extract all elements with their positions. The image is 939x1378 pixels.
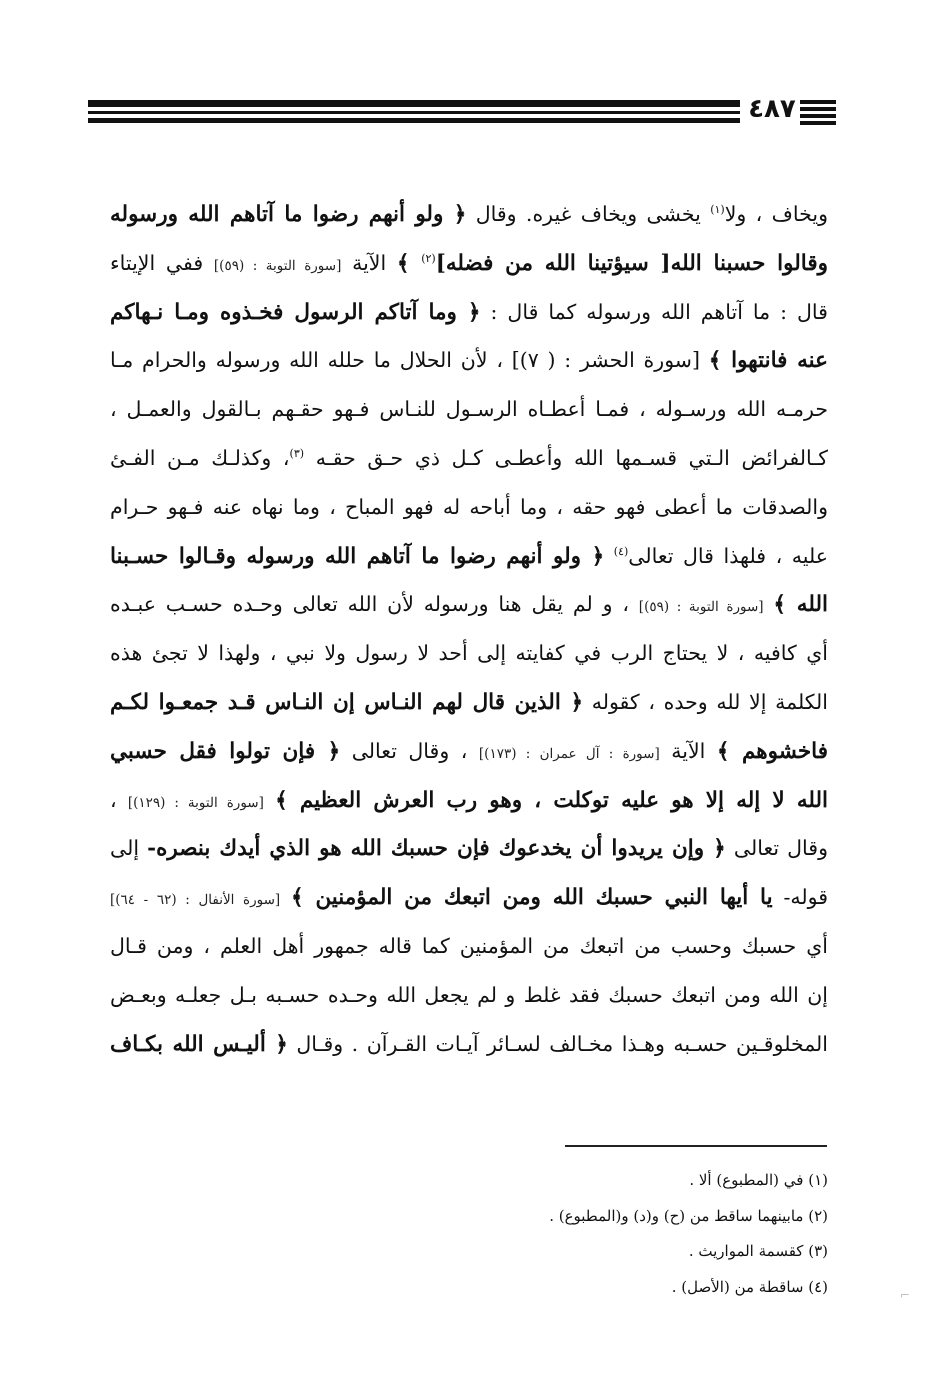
text-line <box>110 288 828 337</box>
body-text: وقال تعالى <box>725 836 828 861</box>
body-text: الكلمة إلا لله وحده ، كقوله <box>583 689 828 714</box>
footnote: (٣) كقسمة المواريث . <box>688 1242 828 1260</box>
header-rule-short <box>800 100 836 128</box>
body-text: إلى <box>110 836 148 861</box>
footnote-marker: (٣) <box>289 447 305 461</box>
quran-quote: ﴿ الذين قال لهم النـاس إن النـاس قـد جمعـوا لكـم <box>110 689 584 715</box>
body-text: ، و لم يقل هنا ورسوله لأن الله تعالى وحـده حسـب عبـده <box>110 592 639 617</box>
text-line <box>110 824 828 873</box>
body-text: يخشى ويخاف غيره. وقال <box>466 202 711 226</box>
quran-quote: ﴿ ولو أنهم رضوا ما آتاهم الله ورسوله <box>110 202 467 227</box>
body-text: عليه ، فلهذا قال تعالى <box>628 543 828 568</box>
text-line <box>110 336 828 385</box>
text-line <box>110 873 828 922</box>
text-line <box>110 971 828 1020</box>
quran-quote: عنه فانتهوا ﴾ <box>708 348 828 374</box>
footnote-separator <box>565 1145 827 1147</box>
footnote-marker: (٢) <box>421 251 436 265</box>
surah-reference: [سورة التوبة : (٥٩)] <box>213 257 342 274</box>
text-line <box>110 190 828 239</box>
surah-reference: [سورة التوبة : (٥٩)] <box>638 599 764 616</box>
page-header <box>88 96 836 126</box>
body-text: أي حسبك وحسب من اتبعك من المؤمنين كما قاله جمهور أهل العلم ، ومن قـال <box>110 933 828 958</box>
body-text <box>280 885 291 909</box>
surah-reference: [سورة الأنفال : (٦٢ - ٦٤)] <box>110 892 281 909</box>
header-rule-long <box>88 100 740 123</box>
body-text: إن الله ومن اتبعك حسبك فقد غلط و لم يجعل الله وحـده حسـبه بـل جعلـه وبعـض <box>110 982 828 1007</box>
body-text <box>764 592 774 616</box>
text-line <box>110 385 828 434</box>
page-number: ٤٨٧ <box>748 94 796 124</box>
surah-reference: [سورة التوبة : (١٢٩)] <box>127 794 264 811</box>
main-text <box>110 190 828 1068</box>
quran-quote: ﴿ ولو أنهم رضوا ما آتاهم الله ورسوله وقـالوا حسـبنا <box>110 543 605 569</box>
text-line <box>110 678 828 727</box>
body-text: الآية <box>341 250 397 275</box>
quran-quote: ﴾ <box>396 250 422 276</box>
body-text: ، وكذلـك مـن الفـئ <box>110 445 290 470</box>
quran-quote: الله ﴾ <box>773 592 828 618</box>
footnote-marker: (١) <box>710 203 725 217</box>
footnotes <box>300 1163 828 1305</box>
quran-quote: فاخشوهم ﴾ <box>716 738 828 764</box>
text-line <box>110 629 828 678</box>
footnote: (٢) مابينهما ساقط من (ح) و(د) و(المطبوع) . <box>549 1206 828 1225</box>
body-text: والصدقات ما أعطى فهو حقه ، وما أباحه له فهو المباح ، وما نهاه عنه فـهو حـرام <box>110 494 828 519</box>
quran-quote: ﴿ أليـس الله بكـاف <box>110 1031 288 1057</box>
footnote: (٤) ساقطة من (الأصل) . <box>671 1277 828 1296</box>
footnote: (١) في (المطبوع) ألا . <box>689 1171 828 1189</box>
body-text <box>604 544 614 568</box>
body-text: حرمـه الله ورسـوله ، فمـا أعطـاه الرسـول للنـاس فـهو حقـهم بـالقول والعمـل ، <box>110 397 828 422</box>
body-text: ففي الإيتاء <box>110 250 214 275</box>
body-text: ، وقال تعالى <box>340 738 479 763</box>
body-text: ، <box>110 787 128 812</box>
text-line <box>110 239 828 288</box>
body-text: قال : ما آتاهم الله ورسوله كما قال : <box>480 299 828 324</box>
text-line <box>110 434 828 483</box>
body-text: الآية <box>659 738 717 763</box>
body-text <box>264 788 275 812</box>
text-line <box>110 776 828 825</box>
text-line <box>110 1020 828 1069</box>
text-line <box>110 483 828 532</box>
body-text: [سورة الحشر : ( ٧)] ، لأن الحلال ما حلله الله ورسوله والحرام مـا <box>110 348 709 373</box>
body-text: المخلوقـين حسـبه وهـذا مخـالف لسـائر آيـات القـرآن . وقـال <box>287 1031 828 1056</box>
text-line <box>110 727 828 776</box>
footnote-marker: (٤) <box>613 544 629 558</box>
quran-quote: وقالوا حسبنا الله[ سيؤتينا الله من فضله] <box>435 250 828 276</box>
body-text: كـالفرائض الـتي قسـمها الله وأعطـى كـل ذي حـق حقـه <box>304 445 828 470</box>
quran-quote: ﴿ وما آتاكم الرسول فخـذوه ومـا نـهاكم <box>110 299 481 325</box>
surah-reference: [سورة : آل عمران : (١٧٣)] <box>478 745 660 762</box>
quran-quote: ﴿ وإن يريدوا أن يخدعوك فإن حسبك الله هو الذي أيدك بنصره- <box>147 836 726 862</box>
text-line <box>110 532 828 581</box>
scan-edge-mark: ⌐ <box>900 1288 911 1302</box>
body-text: أي كافيه ، لا يحتاج الرب في كفايته إلى أحد لا رسول ولا نبي ، ولهذا لا تجئ هذه <box>110 641 828 666</box>
quran-quote: الله لا إله إلا هو عليه توكلت ، وهو رب العرش العظيم ﴾ <box>275 787 828 813</box>
text-line <box>110 922 828 971</box>
quran-quote: يا أيها النبي حسبك الله ومن اتبعك من المؤمنين ﴾ <box>291 885 773 911</box>
body-text: قوله- <box>772 885 828 910</box>
text-line <box>110 580 828 629</box>
body-text: ويخاف ، ولا <box>724 202 828 226</box>
quran-quote: ﴿ فإن تولوا فقل حسبي <box>110 738 341 764</box>
